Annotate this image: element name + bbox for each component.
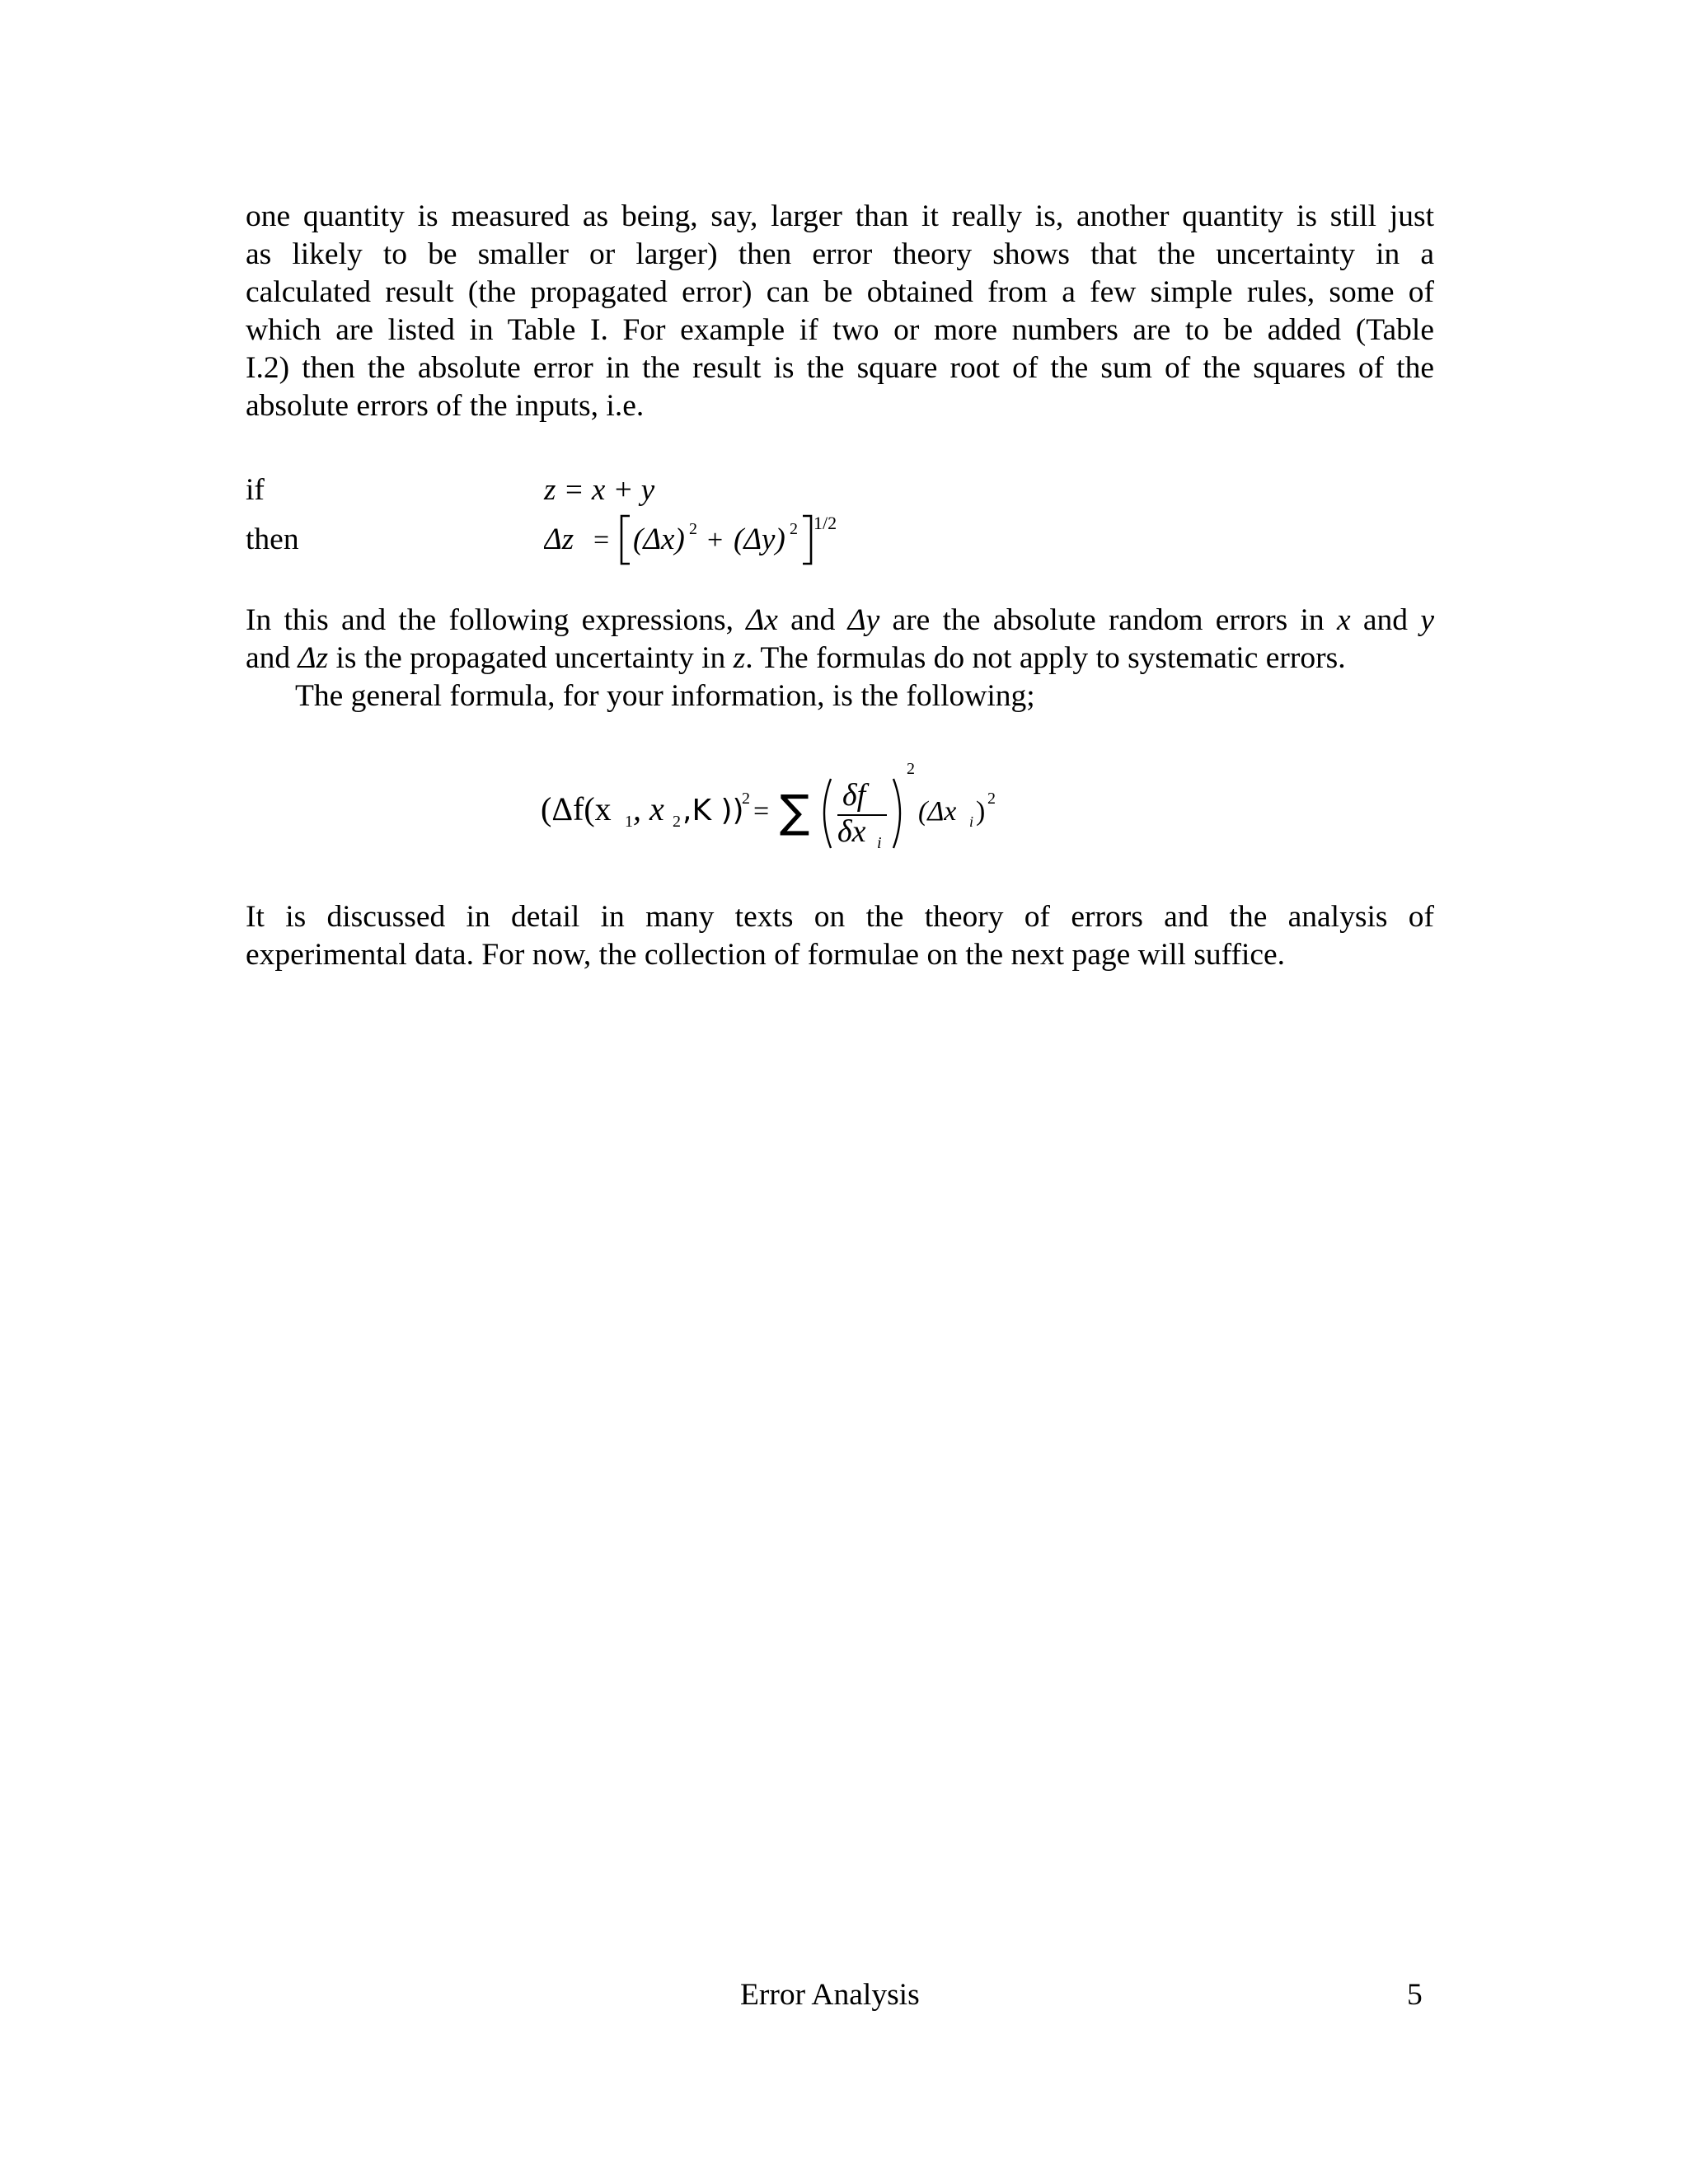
text-run: and <box>1350 603 1421 637</box>
text-run: are the absolute random errors in <box>879 603 1337 637</box>
closing-paragraph <box>246 898 1434 974</box>
text-line: as likely to be smaller or larger) then error theory shows that the uncertainty in a <box>246 237 1434 271</box>
rhs-close: ) <box>976 796 986 827</box>
exponent-2: 2 <box>790 520 798 538</box>
math-y: y <box>1420 603 1434 637</box>
sigma-icon: ∑ <box>780 785 810 837</box>
text-line: which are listed in Table I. For example if two or more numbers are to be added (Table <box>246 313 1434 347</box>
text-line: one quantity is measured as being, say, larger than it really is, another quantity is still just <box>246 199 1434 233</box>
lhs-mid: , x <box>633 790 664 827</box>
subscript-2: 2 <box>673 813 681 831</box>
text-line: I.2) then the absolute error in the result is the square root of the sum of the squares of the <box>246 351 1434 385</box>
lhs-open: (Δf(x <box>541 790 612 827</box>
error-equation-graphic <box>544 509 890 567</box>
general-error-formula <box>541 754 1002 861</box>
right-bracket <box>803 516 811 564</box>
math-z: z <box>733 641 746 675</box>
math-x: x <box>1336 603 1351 637</box>
numerator: δf <box>842 778 866 813</box>
rhs-subscript: i <box>969 813 974 830</box>
lhs-exponent: 2 <box>742 790 750 808</box>
right-paren <box>893 779 900 848</box>
exponent-2: 2 <box>689 520 697 538</box>
rhs-term: (Δx <box>918 796 957 827</box>
math-delta-z: Δz <box>298 641 329 675</box>
text-line <box>246 602 1434 640</box>
paren-exponent: 2 <box>907 760 915 778</box>
text-line <box>246 640 1434 677</box>
equals-sign: = <box>753 796 770 827</box>
denominator: δx <box>837 814 866 849</box>
text-line: The general formula, for your information, is the following; <box>295 679 1035 713</box>
exponent-one-half: 1/2 <box>814 513 837 533</box>
general-formula-graphic <box>541 754 1002 861</box>
plus-sign: + <box>707 525 724 555</box>
text-run: . The formulas do not apply to systematic errors. <box>745 641 1346 675</box>
rhs-exponent: 2 <box>987 790 996 808</box>
denominator-subscript: i <box>877 834 882 852</box>
error-propagation-equation <box>544 509 890 567</box>
if-label: if <box>246 473 265 507</box>
page-number: 5 <box>1407 1978 1423 2012</box>
subscript-1: 1 <box>625 813 633 831</box>
delta-y-term: (Δy) <box>734 523 785 556</box>
text-run: and <box>777 603 848 637</box>
left-bracket <box>621 516 630 564</box>
intro-paragraph <box>246 198 1434 425</box>
math-delta-y: Δy <box>847 603 880 637</box>
explanation-paragraph <box>246 602 1434 715</box>
sum-equation: z = x + y <box>544 473 655 507</box>
math-delta-x: Δx <box>746 603 778 637</box>
lhs-tail: ,K )) <box>682 794 744 827</box>
text-run: In this and the following expressions, <box>246 603 747 637</box>
text-line: absolute errors of the inputs, i.e. <box>246 389 645 423</box>
delta-z-term: Δz <box>544 523 574 556</box>
text-run: and <box>246 641 298 675</box>
delta-x-term: (Δx) <box>633 523 685 556</box>
then-label: then <box>246 523 299 556</box>
text-line: experimental data. For now, the collection of formulae on the next page will suffice. <box>246 938 1286 972</box>
footer-title: Error Analysis <box>740 1978 920 2012</box>
text-run: is the propagated uncertainty in <box>328 641 734 675</box>
text-line: It is discussed in detail in many texts on the theory of errors and the analysis of <box>246 900 1434 934</box>
equals-sign: = <box>593 525 610 555</box>
left-paren <box>824 779 831 848</box>
text-line: calculated result (the propagated error) can be obtained from a few simple rules, some of <box>246 275 1434 309</box>
